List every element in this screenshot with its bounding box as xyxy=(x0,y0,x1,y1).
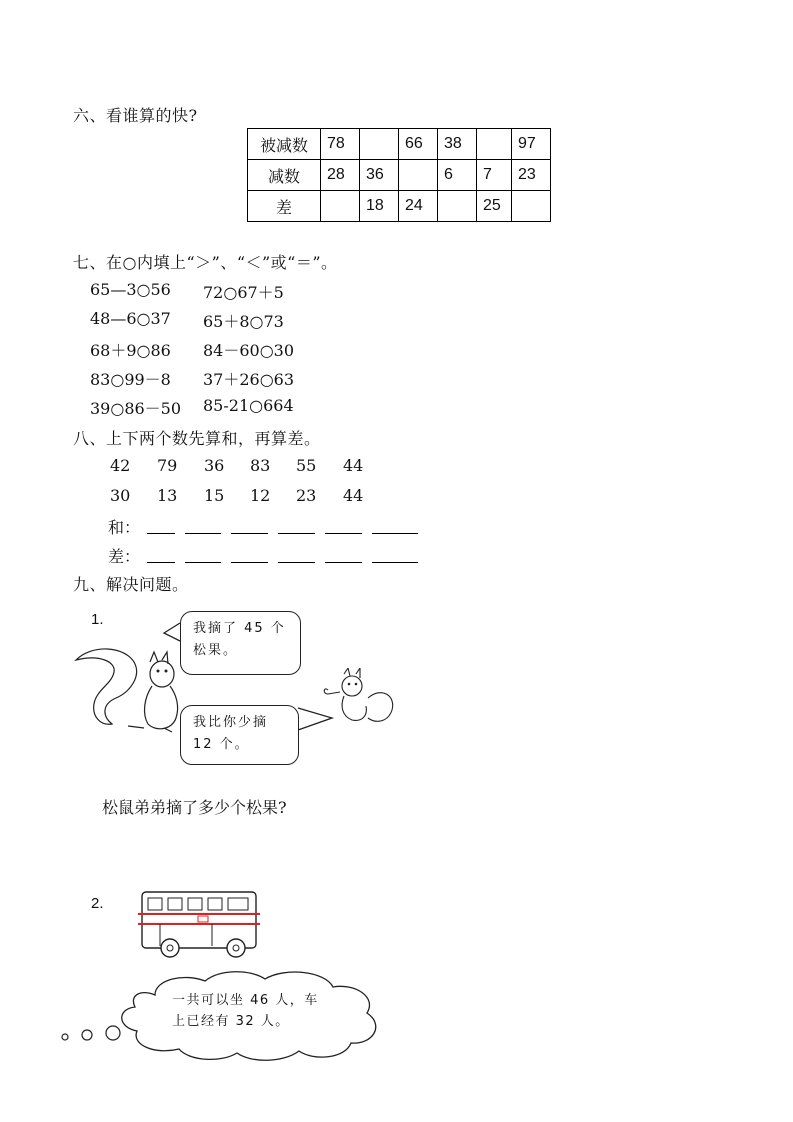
diff-blank[interactable] xyxy=(372,562,418,563)
number: 30 xyxy=(110,486,131,505)
table-cell: 23 xyxy=(512,160,551,191)
diff-blank[interactable] xyxy=(147,562,175,563)
compare-item: 72○67＋5 xyxy=(203,283,284,302)
number: 23 xyxy=(296,486,317,505)
problem-number: 1. xyxy=(91,611,104,628)
table-cell: 38 xyxy=(438,129,477,160)
table-cell xyxy=(512,191,551,222)
sum-blank[interactable] xyxy=(185,533,221,534)
sum-blank[interactable] xyxy=(231,533,268,534)
number: 44 xyxy=(343,486,364,505)
compare-item: 68＋9○86 xyxy=(90,341,171,360)
bubble-text: 我摘了 45 个 xyxy=(193,621,286,636)
number: 79 xyxy=(157,456,178,475)
table-cell xyxy=(360,129,399,160)
number: 83 xyxy=(250,456,271,475)
sum-blank[interactable] xyxy=(372,533,418,534)
compare-item: 85-21○664 xyxy=(203,396,294,415)
section6-title: 六、看谁算的快? xyxy=(73,106,198,125)
table-cell: 28 xyxy=(321,160,360,191)
table-row xyxy=(248,191,551,222)
compare-item: 84－60○30 xyxy=(203,341,295,360)
subtraction-table xyxy=(247,128,551,222)
bubble-text: 我比你少摘 xyxy=(193,715,269,730)
row-header: 差 xyxy=(248,191,321,222)
bubble-text: 12 个。 xyxy=(193,737,250,752)
row-header: 被减数 xyxy=(248,129,321,160)
section9-title: 九、解决问题。 xyxy=(73,575,189,594)
sum-blank[interactable] xyxy=(325,533,362,534)
table-cell xyxy=(477,129,512,160)
compare-item: 65—3○56 xyxy=(90,280,171,299)
table-cell: 25 xyxy=(477,191,512,222)
number: 36 xyxy=(204,456,225,475)
table-cell xyxy=(321,191,360,222)
diff-blank[interactable] xyxy=(185,562,221,563)
number: 12 xyxy=(250,486,271,505)
speech-bubble-big-squirrel xyxy=(180,611,301,675)
row-header: 减数 xyxy=(248,160,321,191)
sum-blank[interactable] xyxy=(147,533,175,534)
table-cell: 78 xyxy=(321,129,360,160)
compare-item: 48—6○37 xyxy=(90,309,171,328)
diff-blank[interactable] xyxy=(325,562,362,563)
sum-label: 和： xyxy=(108,518,141,537)
speech-bubble-small-squirrel xyxy=(180,705,299,765)
table-cell: 36 xyxy=(360,160,399,191)
cloud-line: 一共可以坐 46 人，车 xyxy=(172,993,319,1008)
table-cell: 7 xyxy=(477,160,512,191)
compare-item: 65＋8○73 xyxy=(203,312,284,331)
question-1: 松鼠弟弟摘了多少个松果? xyxy=(102,798,287,817)
table-cell xyxy=(438,191,477,222)
diff-label: 差： xyxy=(108,547,141,566)
cloud-line: 上已经有 32 人。 xyxy=(172,1014,290,1029)
number: 13 xyxy=(157,486,178,505)
section8-title: 八、上下两个数先算和，再算差。 xyxy=(73,429,321,448)
sum-blank[interactable] xyxy=(278,533,315,534)
number: 55 xyxy=(296,456,317,475)
number: 42 xyxy=(110,456,131,475)
table-cell: 66 xyxy=(399,129,438,160)
bubble-text: 松果。 xyxy=(193,643,239,658)
number: 15 xyxy=(204,486,225,505)
table-cell: 6 xyxy=(438,160,477,191)
diff-blank[interactable] xyxy=(278,562,315,563)
problem-number: 2. xyxy=(91,895,104,912)
compare-item: 83○99－8 xyxy=(90,370,171,389)
table-row xyxy=(248,160,551,191)
section7-title: 七、在○内填上“＞”、“＜”或“＝”。 xyxy=(73,253,338,272)
number: 44 xyxy=(343,456,364,475)
table-cell: 24 xyxy=(399,191,438,222)
compare-item: 39○86－50 xyxy=(90,399,182,418)
table-cell: 18 xyxy=(360,191,399,222)
compare-item: 37＋26○63 xyxy=(203,370,295,389)
table-row xyxy=(248,129,551,160)
diff-blank[interactable] xyxy=(231,562,268,563)
table-cell: 97 xyxy=(512,129,551,160)
table-cell xyxy=(399,160,438,191)
bus-icon xyxy=(136,888,262,962)
cloud-text xyxy=(172,990,319,1032)
